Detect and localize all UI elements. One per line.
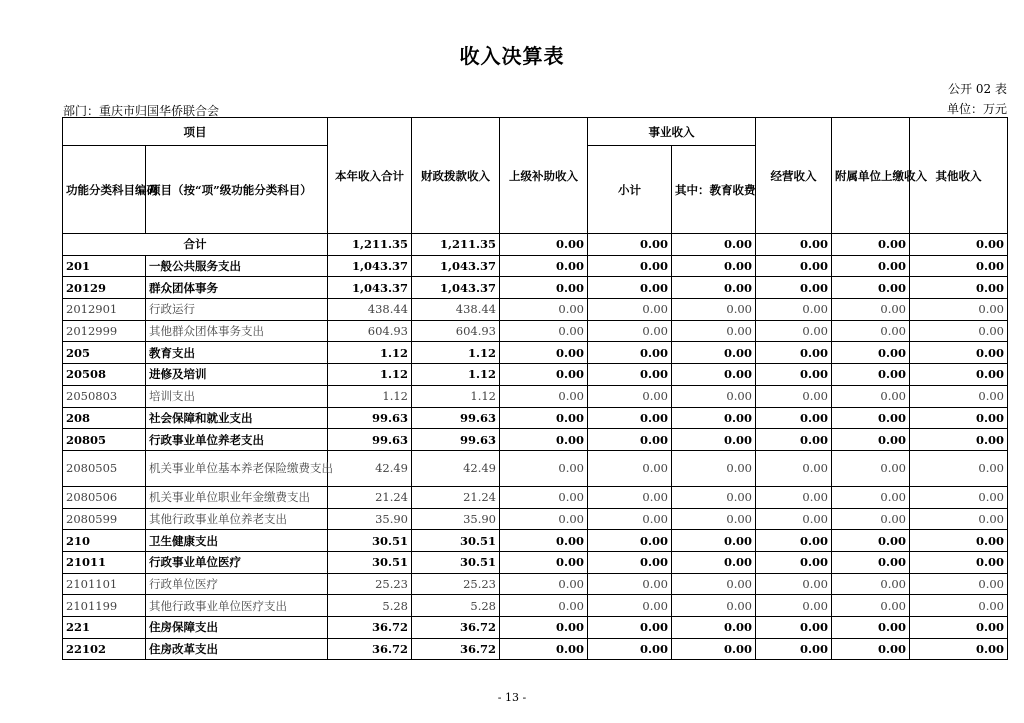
table-row	[63, 342, 1008, 364]
row-value: 0.00	[672, 530, 756, 552]
table-row	[63, 299, 1008, 321]
row-name: 其他群众团体事务支出	[146, 320, 328, 342]
row-name: 住房保障支出	[146, 617, 328, 639]
row-value: 0.00	[756, 617, 832, 639]
row-code: 221	[63, 617, 146, 639]
row-value: 0.00	[910, 638, 1008, 660]
row-code: 2012999	[63, 320, 146, 342]
row-value: 1.12	[412, 342, 500, 364]
row-value: 0.00	[588, 342, 672, 364]
row-value: 0.00	[756, 573, 832, 595]
row-value: 0.00	[588, 385, 672, 407]
row-value: 0.00	[756, 551, 832, 573]
row-value: 25.23	[412, 573, 500, 595]
table-row	[63, 638, 1008, 660]
row-value: 0.00	[756, 255, 832, 277]
row-value: 0.00	[500, 429, 588, 451]
row-value: 21.24	[328, 486, 412, 508]
row-value: 0.00	[832, 320, 910, 342]
row-value: 0.00	[756, 407, 832, 429]
total-value: 0.00	[588, 234, 672, 256]
row-value: 1.12	[328, 342, 412, 364]
row-value: 0.00	[500, 486, 588, 508]
row-value: 0.00	[756, 385, 832, 407]
row-value: 0.00	[500, 407, 588, 429]
row-value: 35.90	[328, 508, 412, 530]
row-value: 0.00	[756, 320, 832, 342]
row-name: 住房改革支出	[146, 638, 328, 660]
table-row	[63, 530, 1008, 552]
row-name: 卫生健康支出	[146, 530, 328, 552]
row-value: 0.00	[910, 385, 1008, 407]
row-value: 0.00	[588, 364, 672, 386]
row-name: 其他行政事业单位医疗支出	[146, 595, 328, 617]
row-value: 0.00	[832, 342, 910, 364]
row-value: 0.00	[832, 638, 910, 660]
table-row	[63, 617, 1008, 639]
row-value: 0.00	[756, 530, 832, 552]
row-value: 36.72	[412, 617, 500, 639]
row-value: 0.00	[672, 364, 756, 386]
row-value: 0.00	[500, 508, 588, 530]
table-row	[63, 429, 1008, 451]
row-value: 30.51	[328, 551, 412, 573]
total-value: 0.00	[500, 234, 588, 256]
row-code: 208	[63, 407, 146, 429]
total-row	[63, 234, 1008, 256]
row-name: 行政运行	[146, 299, 328, 321]
row-name: 一般公共服务支出	[146, 255, 328, 277]
row-value: 5.28	[328, 595, 412, 617]
row-name: 行政事业单位养老支出	[146, 429, 328, 451]
header-other: 其他收入	[910, 118, 1008, 234]
row-value: 0.00	[672, 407, 756, 429]
row-value: 0.00	[588, 486, 672, 508]
row-value: 0.00	[756, 299, 832, 321]
row-value: 0.00	[756, 342, 832, 364]
row-value: 0.00	[588, 299, 672, 321]
revenue-table	[62, 117, 1008, 660]
row-value: 0.00	[588, 573, 672, 595]
row-value: 0.00	[588, 320, 672, 342]
total-label: 合计	[63, 234, 328, 256]
row-value: 1,043.37	[328, 277, 412, 299]
row-value: 0.00	[500, 342, 588, 364]
form-number: 公开 02 表	[948, 82, 1007, 96]
row-value: 0.00	[672, 429, 756, 451]
row-value: 99.63	[328, 407, 412, 429]
row-value: 0.00	[756, 595, 832, 617]
row-name: 群众团体事务	[146, 277, 328, 299]
row-value: 0.00	[588, 255, 672, 277]
row-value: 0.00	[910, 486, 1008, 508]
row-value: 0.00	[500, 385, 588, 407]
page-title: 收入决算表	[459, 44, 565, 68]
row-value: 0.00	[500, 277, 588, 299]
row-value: 1,043.37	[412, 277, 500, 299]
total-value: 0.00	[756, 234, 832, 256]
row-value: 1.12	[328, 364, 412, 386]
table-row	[63, 255, 1008, 277]
row-value: 0.00	[832, 364, 910, 386]
row-name: 其他行政事业单位养老支出	[146, 508, 328, 530]
row-name: 行政单位医疗	[146, 573, 328, 595]
row-value: 1.12	[328, 385, 412, 407]
row-value: 0.00	[832, 551, 910, 573]
total-value: 0.00	[672, 234, 756, 256]
row-value: 0.00	[910, 508, 1008, 530]
row-name: 教育支出	[146, 342, 328, 364]
row-value: 0.00	[672, 617, 756, 639]
row-value: 0.00	[910, 364, 1008, 386]
page-number: - 13 -	[497, 691, 527, 704]
row-value: 0.00	[832, 299, 910, 321]
row-value: 0.00	[910, 342, 1008, 364]
row-value: 0.00	[588, 638, 672, 660]
row-value: 0.00	[500, 450, 588, 486]
row-value: 0.00	[672, 385, 756, 407]
table-row	[63, 551, 1008, 573]
total-value: 0.00	[910, 234, 1008, 256]
row-value: 1.12	[412, 385, 500, 407]
row-code: 20129	[63, 277, 146, 299]
row-value: 42.49	[412, 450, 500, 486]
row-code: 2012901	[63, 299, 146, 321]
row-name: 社会保障和就业支出	[146, 407, 328, 429]
header-superior: 上级补助收入	[500, 118, 588, 234]
row-code: 2080506	[63, 486, 146, 508]
row-name: 培训支出	[146, 385, 328, 407]
row-code: 2080505	[63, 450, 146, 486]
row-value: 0.00	[832, 407, 910, 429]
row-code: 2101199	[63, 595, 146, 617]
row-value: 0.00	[832, 385, 910, 407]
row-value: 0.00	[672, 595, 756, 617]
header-operating: 经营收入	[756, 118, 832, 234]
row-value: 0.00	[588, 508, 672, 530]
row-value: 0.00	[832, 277, 910, 299]
header-education: 其中：教育收费	[672, 146, 756, 234]
row-code: 210	[63, 530, 146, 552]
row-value: 0.00	[500, 364, 588, 386]
row-value: 0.00	[910, 551, 1008, 573]
table-row	[63, 595, 1008, 617]
table-row	[63, 385, 1008, 407]
table-row	[63, 364, 1008, 386]
row-value: 0.00	[672, 342, 756, 364]
row-name: 进修及培训	[146, 364, 328, 386]
row-code: 20508	[63, 364, 146, 386]
header-func-code: 功能分类科目编码	[63, 146, 146, 234]
row-value: 0.00	[500, 573, 588, 595]
row-value: 0.00	[910, 450, 1008, 486]
row-value: 0.00	[910, 320, 1008, 342]
row-value: 0.00	[672, 573, 756, 595]
row-code: 201	[63, 255, 146, 277]
row-name: 行政事业单位医疗	[146, 551, 328, 573]
header-business: 事业收入	[588, 118, 756, 146]
row-value: 1.12	[412, 364, 500, 386]
table-row	[63, 508, 1008, 530]
row-value: 0.00	[756, 638, 832, 660]
row-value: 99.63	[328, 429, 412, 451]
row-name: 机关事业单位基本养老保险缴费支出	[146, 450, 328, 486]
row-value: 438.44	[328, 299, 412, 321]
row-value: 36.72	[412, 638, 500, 660]
row-value: 0.00	[672, 486, 756, 508]
row-value: 0.00	[588, 530, 672, 552]
row-value: 0.00	[672, 638, 756, 660]
row-value: 0.00	[500, 595, 588, 617]
row-value: 42.49	[328, 450, 412, 486]
row-value: 0.00	[910, 407, 1008, 429]
row-value: 0.00	[500, 530, 588, 552]
row-name: 机关事业单位职业年金缴费支出	[146, 486, 328, 508]
row-value: 36.72	[328, 638, 412, 660]
row-value: 0.00	[832, 450, 910, 486]
row-value: 0.00	[588, 551, 672, 573]
total-value: 0.00	[832, 234, 910, 256]
row-value: 0.00	[910, 429, 1008, 451]
row-value: 0.00	[832, 530, 910, 552]
department-label: 部门：重庆市归国华侨联合会	[63, 104, 220, 118]
row-value: 0.00	[500, 299, 588, 321]
header-item: 项目	[63, 118, 328, 146]
table-row	[63, 486, 1008, 508]
row-value: 35.90	[412, 508, 500, 530]
row-value: 1,043.37	[328, 255, 412, 277]
table-row	[63, 320, 1008, 342]
row-value: 0.00	[756, 486, 832, 508]
row-value: 25.23	[328, 573, 412, 595]
header-total: 本年收入合计	[328, 118, 412, 234]
row-value: 0.00	[832, 573, 910, 595]
row-value: 0.00	[588, 407, 672, 429]
total-value: 1,211.35	[412, 234, 500, 256]
row-value: 0.00	[910, 530, 1008, 552]
row-code: 20805	[63, 429, 146, 451]
row-value: 0.00	[672, 450, 756, 486]
row-value: 99.63	[412, 429, 500, 451]
row-code: 22102	[63, 638, 146, 660]
row-value: 0.00	[832, 255, 910, 277]
row-value: 0.00	[910, 595, 1008, 617]
row-value: 0.00	[588, 617, 672, 639]
row-value: 0.00	[672, 508, 756, 530]
row-value: 0.00	[588, 595, 672, 617]
table-row	[63, 407, 1008, 429]
row-value: 5.28	[412, 595, 500, 617]
header-affiliated: 附属单位上缴收入	[832, 118, 910, 234]
row-value: 604.93	[328, 320, 412, 342]
row-value: 0.00	[672, 551, 756, 573]
total-value: 1,211.35	[328, 234, 412, 256]
row-value: 0.00	[588, 277, 672, 299]
row-value: 0.00	[500, 255, 588, 277]
row-value: 438.44	[412, 299, 500, 321]
row-value: 0.00	[500, 617, 588, 639]
row-value: 604.93	[412, 320, 500, 342]
row-code: 2101101	[63, 573, 146, 595]
table-row	[63, 573, 1008, 595]
row-code: 2050803	[63, 385, 146, 407]
row-value: 30.51	[328, 530, 412, 552]
row-code: 2080599	[63, 508, 146, 530]
row-value: 0.00	[832, 508, 910, 530]
header-item-name: 项目（按“项”级功能分类科目）	[146, 146, 328, 234]
row-value: 0.00	[832, 617, 910, 639]
row-value: 0.00	[756, 429, 832, 451]
row-value: 0.00	[756, 364, 832, 386]
row-value: 0.00	[756, 277, 832, 299]
row-value: 0.00	[588, 450, 672, 486]
row-value: 0.00	[500, 638, 588, 660]
row-value: 1,043.37	[412, 255, 500, 277]
row-value: 0.00	[832, 595, 910, 617]
row-value: 36.72	[328, 617, 412, 639]
row-value: 0.00	[756, 450, 832, 486]
row-value: 0.00	[500, 551, 588, 573]
row-value: 0.00	[588, 429, 672, 451]
row-value: 0.00	[910, 299, 1008, 321]
row-value: 99.63	[412, 407, 500, 429]
row-value: 0.00	[672, 320, 756, 342]
row-value: 0.00	[910, 573, 1008, 595]
row-value: 30.51	[412, 551, 500, 573]
row-value: 0.00	[832, 486, 910, 508]
row-value: 21.24	[412, 486, 500, 508]
row-value: 0.00	[672, 299, 756, 321]
table-row	[63, 450, 1008, 486]
row-code: 21011	[63, 551, 146, 573]
row-value: 0.00	[910, 617, 1008, 639]
row-value: 0.00	[832, 429, 910, 451]
header-subtotal: 小计	[588, 146, 672, 234]
row-value: 0.00	[500, 320, 588, 342]
row-value: 0.00	[910, 255, 1008, 277]
row-value: 0.00	[672, 255, 756, 277]
row-value: 30.51	[412, 530, 500, 552]
header-fiscal: 财政拨款收入	[412, 118, 500, 234]
unit-label: 单位：万元	[946, 102, 1007, 116]
row-value: 0.00	[756, 508, 832, 530]
row-value: 0.00	[672, 277, 756, 299]
table-row	[63, 277, 1008, 299]
row-code: 205	[63, 342, 146, 364]
row-value: 0.00	[910, 277, 1008, 299]
